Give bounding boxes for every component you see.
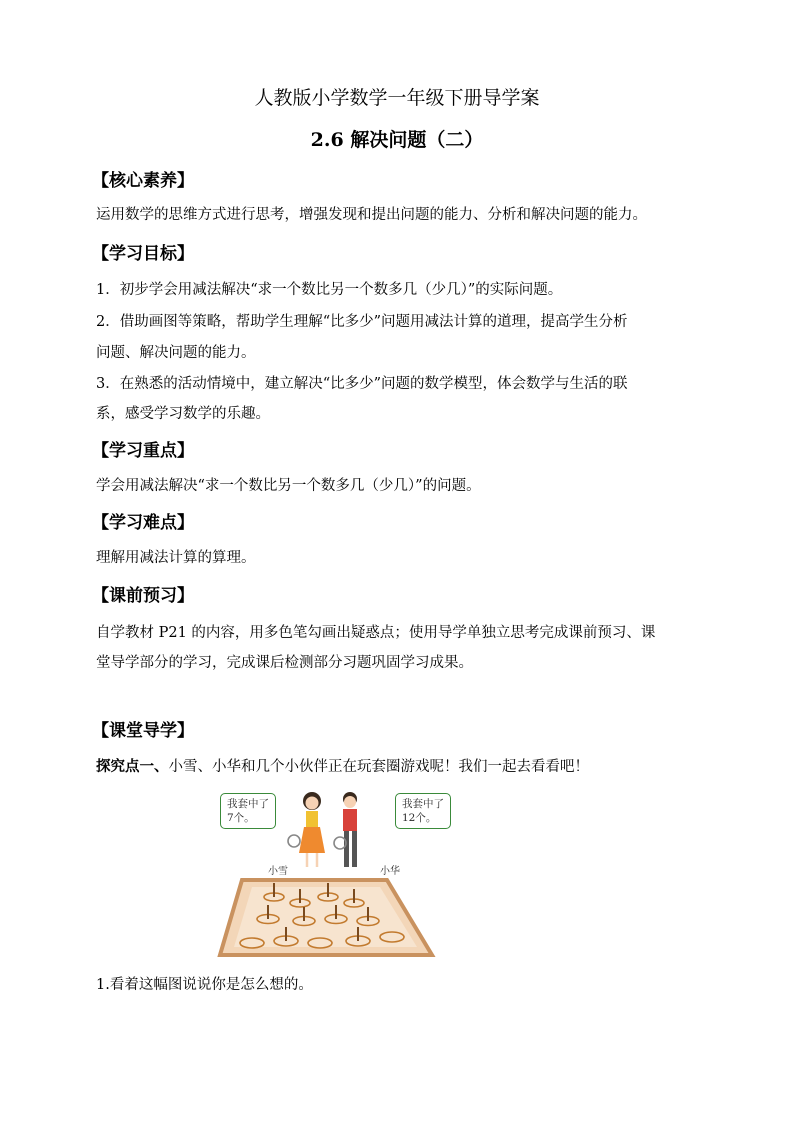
goal-line-1: 1．初步学会用减法解决“求一个数比另一个数多几（少几）”的实际问题。 (96, 282, 563, 298)
bubble-left-line-1: 我套中了 (227, 798, 269, 810)
name-label-xiaoxue: 小雪 (268, 866, 288, 877)
document-title: 人教版小学数学一年级下册导学案 (254, 87, 540, 109)
core-literacy-text: 运用数学的思维方式进行思考，增强发现和提出问题的能力、分析和解决问题的能力。 (96, 207, 647, 223)
heading-classroom: 【课堂导学】 (92, 721, 194, 741)
explore-point-1 (96, 752, 706, 782)
question-1: 1.看着这幅图说说你是怎么想的。 (96, 977, 313, 993)
bubble-right-line-1: 我套中了 (402, 798, 444, 810)
bubble-right-line-2: 12个。 (402, 812, 437, 824)
goal-line-2: 2．借助画图等策略，帮助学生理解“比多少”问题用减法计算的道理，提高学生分析 (96, 314, 628, 330)
boy-figure (334, 792, 357, 867)
goal-line-5: 系，感受学习数学的乐趣。 (96, 406, 270, 422)
speech-bubble-right (395, 793, 451, 829)
heading-difficulties: 【学习难点】 (92, 513, 194, 533)
preview-line-1: 自学教材 P21 的内容，用多色笔勾画出疑惑点；使用导学单独立思考完成课前预习、课 (96, 625, 656, 641)
bubble-left-line-2: 7个。 (227, 812, 255, 824)
girl-figure (288, 792, 325, 867)
key-points-text: 学会用减法解决“求一个数比另一个数多几（少几）”的问题。 (96, 478, 481, 494)
speech-bubble-left (220, 793, 276, 829)
goal-line-3: 问题、解决问题的能力。 (96, 345, 256, 361)
heading-core-literacy: 【核心素养】 (92, 171, 194, 191)
name-label-xiaohua: 小华 (380, 866, 400, 877)
explore-text: 小雪、小华和几个小伙伴正在玩套圈游戏呢！我们一起去看看吧！ (168, 759, 589, 775)
heading-preview: 【课前预习】 (92, 586, 194, 606)
preview-line-2: 堂导学部分的学习，完成课后检测部分习题巩固学习成果。 (96, 655, 473, 671)
heading-key-points: 【学习重点】 (92, 441, 194, 461)
ring-toss-illustration (212, 785, 452, 965)
explore-label: 探究点一、 (96, 758, 169, 775)
heading-learning-goals: 【学习目标】 (92, 244, 194, 264)
goal-line-4: 3．在熟悉的活动情境中，建立解决“比多少”问题的数学模型，体会数学与生活的联 (96, 376, 628, 392)
lesson-title: 2.6 解决问题（二） (310, 129, 484, 151)
difficulties-text: 理解用减法计算的算理。 (96, 550, 256, 566)
